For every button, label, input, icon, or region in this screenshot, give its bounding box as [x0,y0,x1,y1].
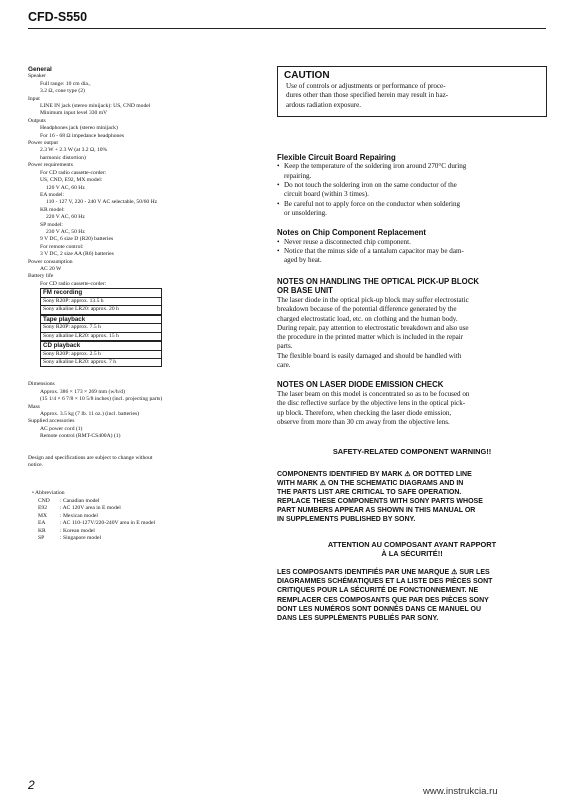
laser-line: up block. Therefore, when checking the laser diode emission, [277,408,452,417]
model-header: CFD-S550 [28,10,88,24]
abbreviation-value: : AC 110-127V/220-240V area in E model [60,520,156,527]
safety-warning-text [277,470,547,525]
abbreviation-row [28,535,256,542]
attention-line: DONT LES NUMÉROS SONT DONNÉS DANS CE MANUEL OU [277,605,482,613]
abbreviation-value: : Canadian model [60,497,100,504]
spec-line: 230 V AC, 50 Hz [46,228,85,235]
bullet-line: Do not touch the soldering iron on the same conductor of the [284,181,457,190]
spec-line: Power requirements [28,162,73,169]
safety-line: WITH MARK ⚠ ON THE SCHEMATIC DIAGRAMS AND IN [277,479,464,487]
spec-line: LINE IN jack (stereo minijack): US, CND model [40,103,151,110]
attention-line: CRITIQUES POUR LA SÉCURITÉ DE FONCTIONNEMENT. NE [277,587,479,595]
pickup-line: breakdown because of the potential difference generated by the [277,305,457,314]
caution-text [284,82,540,110]
dimension-line: AC power cord (1) [40,425,83,432]
bullet-text [284,238,411,247]
battery-block-row: Sony R20P: approx. 2.5 h [41,351,161,359]
abbreviation-value: : AC 120V area in E model [60,505,121,512]
battery-block [40,315,162,341]
caution-box [277,66,547,117]
pickup-line: During repair, pay attention to electrostatic breakdown and also use [277,323,469,332]
service-notes-column [277,66,547,623]
bullet-line: or unsoldering. [284,208,327,217]
safety-line: PART NUMBERS APPEAR AS SHOWN IN THIS MANUAL OR [277,507,476,515]
safety-line: REPLACE THESE COMPONENTS WITH SONY PARTS WHOSE [277,497,483,505]
bullet-dot: • [277,237,280,246]
battery-block-row: Sony R20P: approx. 13.5 h [41,298,161,306]
bullet-item [277,247,547,266]
battery-block-title: Tape playback [41,316,161,325]
bullet-item [277,181,547,200]
dimension-line: Approx. 3.5 kg (7 lb. 11 oz.) (incl. batteries) [40,411,140,418]
laser-text [277,390,547,427]
flex-board-bullets [277,162,547,218]
page-number: 2 [28,778,35,792]
pickup-line: The laser diode in the optical pick-up block may suffer electrostatic [277,295,469,304]
spec-line: Full range: 10 cm dia., [40,80,91,87]
abbreviation-row [28,520,256,527]
spec-line: 120 V AC, 60 Hz [46,184,85,191]
laser-line: The laser beam on this model is concentrated so as to be focused on [277,389,470,398]
pickup-line: The flexible board is easily damaged and should be handled with [277,351,462,360]
safety-line: COMPONENTS IDENTIFIED BY MARK ⚠ OR DOTTED LINE [277,470,472,478]
bullet-line: aged by heat. [284,256,322,265]
safety-line: IN SUPPLEMENTS PUBLISHED BY SONY. [277,516,416,524]
battery-block [40,341,162,367]
spec-line: EA model: [40,191,65,198]
spec-line: Outputs [28,117,46,124]
battery-block-row: Sony alkaline LR20: approx. 15 h [41,333,161,341]
laser-line: the disc reflective surface by the objective lens in the optical pick- [277,399,466,408]
bullet-item [277,162,547,181]
pickup-title: NOTES ON HANDLING THE OPTICAL PICK-UP BLOCK OR BASE UNIT [277,276,480,296]
dimensions-lines [28,381,256,440]
safety-title: SAFETY-RELATED COMPONENT WARNING!! [332,447,492,457]
spec-line: Battery life [28,273,54,280]
abbreviation-row [28,513,256,520]
spec-line: 3 V DC, 2 size AA (R6) batteries [40,251,114,258]
chip-bullets [277,238,547,266]
spec-line: 110 - 127 V, 220 - 240 V AC selectable, 50/60 Hz [46,199,158,206]
abbreviation-value: : Korean model [60,527,95,534]
bullet-line: Notice that the minus side of a tantalum capacitor may be dam- [284,247,464,256]
abbreviation-list [28,498,256,542]
dimension-line: Mass [28,403,40,410]
abbreviation-key: E92 [38,505,48,512]
abbreviation-value: : Mexican model [60,512,98,519]
battery-block [40,288,162,314]
attention-line: LES COMPOSANTS IDENTIFIÉS PAR UNE MARQUE ⚠ SUR LES [277,569,490,577]
pickup-line: parts. [277,342,293,351]
spec-line: US, CND, E92, MX model: [40,177,103,184]
pickup-line: charged electrostatic load, etc. on clothing and the human body. [277,314,458,323]
spec-line: For remote control: [40,243,84,250]
attention-line: REMPLACER CES COMPOSANTS QUE PAR DES PIÈCES SONY [277,596,489,604]
caution-line: Use of controls or adjustments or performance of proce- [286,82,446,90]
bullet-text [284,247,464,266]
pickup-text [277,296,547,370]
battery-block-title: CD playback [41,342,161,351]
spec-line: 220 V AC, 60 Hz [46,214,85,221]
abbreviation-key: KR [38,527,46,534]
spec-line: harmonic distortion) [40,154,86,161]
dimension-line: Supplied accessories [28,418,75,425]
dimension-line: (15 1/4 × 6 7/8 × 10 5/8 inches) (incl. projecting parts) [40,396,163,403]
battery-block-row: Sony alkaline LR20: approx. 7 h [41,359,161,367]
attention-line: DIAGRAMMES SCHÉMATIQUES ET LA LISTE DES PIÈCES SONT [277,578,493,586]
general-title: General [28,66,52,73]
abbreviation-key: CND [38,497,50,504]
spec-line: For CD radio cassette-corder: [40,280,107,287]
bullet-text [284,181,457,200]
spec-line: AC 20 W [40,265,62,272]
spec-lines [28,73,256,288]
abbreviation-value: : Singapore model [60,534,102,541]
abbreviation-title: • Abbreviation [32,490,65,497]
abbreviation-row [28,528,256,535]
spec-line: For CD radio cassette-corder: [40,169,107,176]
abbreviation-key: EA [38,520,46,527]
dimension-line: Dimensions [28,381,55,388]
abbreviation-key: MX [38,512,48,519]
bullet-dot: • [277,162,280,171]
spec-line: Power consumption [28,258,73,265]
bullet-dot: • [277,181,280,190]
abbreviation-key: SP [38,534,45,541]
design-note: Design and specifications are subject to change without notice. [28,454,153,469]
spec-line: KR model: [40,206,65,213]
spec-line: For 16 - 68 Ω impedance headphones [40,132,125,139]
caution-line: ardous radiation exposure. [286,100,362,109]
caution-title: CAUTION [284,70,330,81]
pickup-line: the procedure in the printed matter which is included in the repair [277,333,464,342]
spec-line: SP model: [40,221,63,228]
specifications-column [28,66,256,542]
battery-block-row: Sony R20P: approx. 7.5 h [41,324,161,332]
bullet-dot: • [277,247,280,256]
attention-title: ATTENTION AU COMPOSANT AYANT RAPPORT À LA SÉCURITÉ!! [327,540,497,559]
spec-line: Power output [28,140,58,147]
spec-line: Minimum input level 330 mV [40,110,108,117]
dimension-line: Remote control (RMT-CS400A) (1) [40,433,121,440]
bullet-line: Keep the temperature of the soldering iron around 270°C during [284,162,467,171]
bullet-dot: • [277,199,280,208]
chip-title: Notes on Chip Component Replacement [277,228,427,238]
bullet-text [284,200,460,219]
spec-line: 9 V DC, 6 size D (R20) batteries [40,236,114,243]
spec-line: Input [28,95,40,102]
caution-line: dures other than those specified herein may result in haz- [286,91,449,100]
spec-line: 2.3 W + 2.3 W (at 3.2 Ω, 10% [40,147,108,154]
battery-block-title: FM recording [41,289,161,298]
abbreviation-row [28,505,256,512]
battery-block-row: Sony alkaline LR20: approx. 20 h [41,306,161,314]
laser-line: observe from more than 30 cm away from the objective lens. [277,417,450,426]
battery-life-tables [28,288,256,367]
safety-line: THE PARTS LIST ARE CRITICAL TO SAFE OPERATION. [277,488,462,496]
bullet-text [284,162,466,181]
attention-warning-text [277,568,547,623]
dimension-line: Approx. 386 × 173 × 269 mm (w/h/d) [40,388,125,395]
pickup-line: care. [277,361,291,370]
bullet-line: Be careful not to apply force on the conductor when soldering [284,199,461,208]
spec-line: Headphones jack (stereo minijack) [40,125,118,132]
spec-line: 3.2 Ω, cone type (2) [40,88,85,95]
header-rule [28,28,546,29]
laser-title: NOTES ON LASER DIODE EMISSION CHECK [277,380,444,390]
abbreviation-row [28,498,256,505]
spec-line: Speaker [28,73,47,80]
bullet-line: repairing. [284,171,312,180]
watermark-link[interactable]: www.instrukcia.ru [423,786,498,797]
bullet-line: circuit board (within 3 times). [284,190,369,199]
flex-board-title: Flexible Circuit Board Repairing [277,152,396,162]
bullet-item [277,238,547,247]
bullet-line: Never reuse a disconnected chip component. [284,237,411,246]
bullet-item [277,200,547,219]
attention-line: DANS LES SUPPLÉMENTS PUBLIÉS PAR SONY. [277,614,439,622]
